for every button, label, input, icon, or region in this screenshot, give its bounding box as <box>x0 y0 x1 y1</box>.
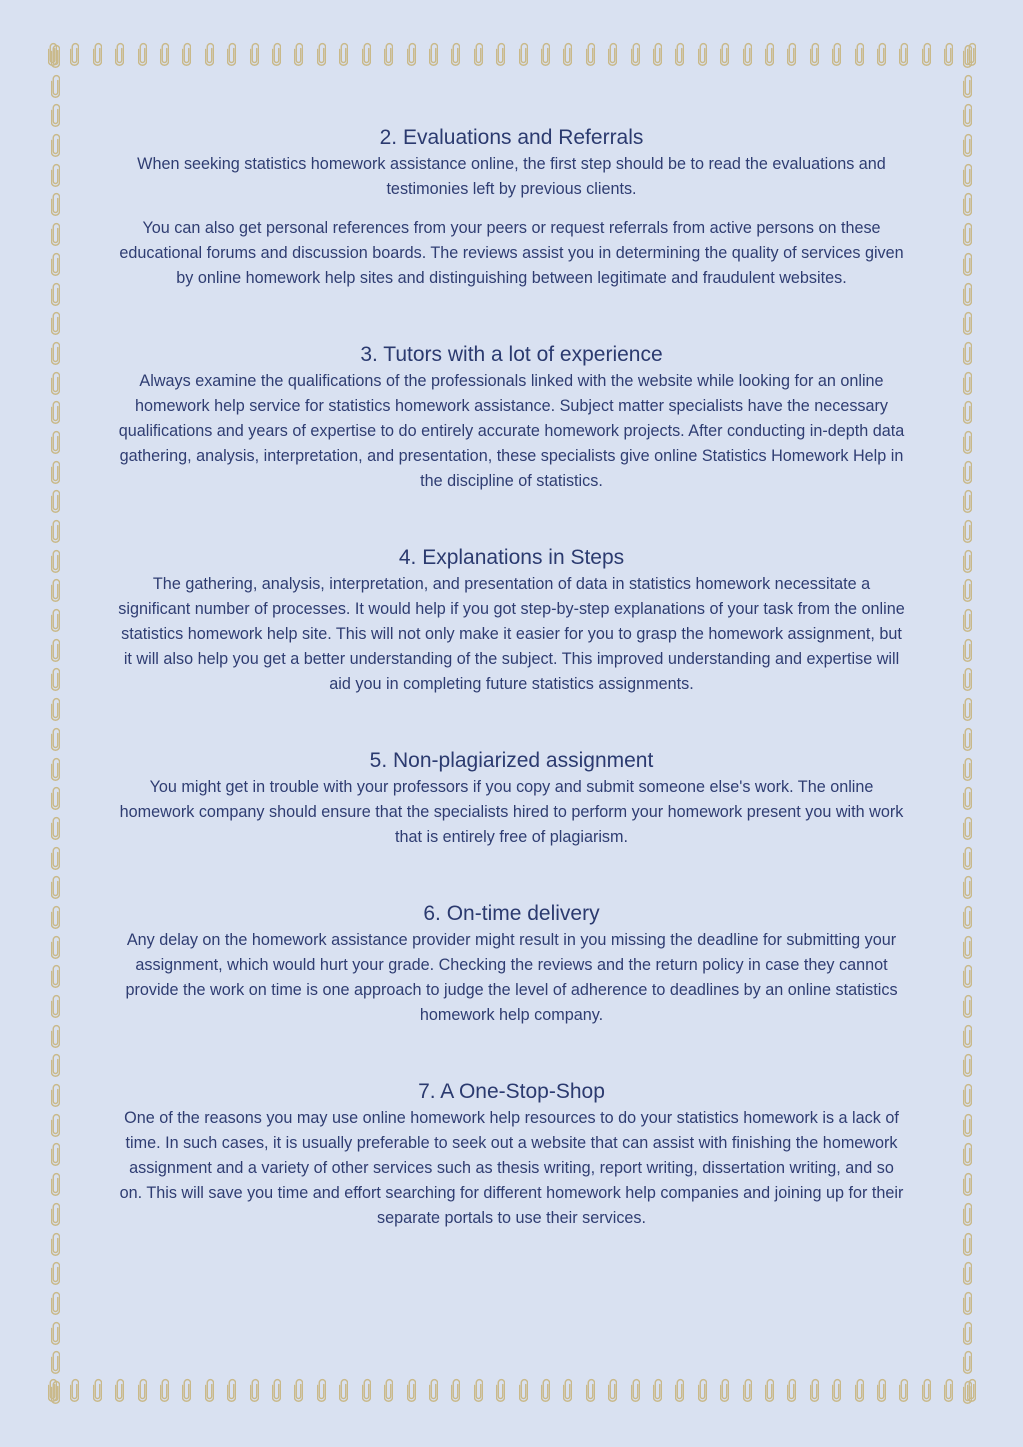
paperclip-icon <box>115 42 124 66</box>
paperclip-icon <box>563 1378 572 1402</box>
paperclip-icon <box>51 549 60 573</box>
paperclip-icon <box>51 192 60 216</box>
paperclip-icon <box>51 252 60 276</box>
paperclip-icon <box>877 1378 886 1402</box>
paperclip-icon <box>963 282 972 306</box>
section-title: 7. A One-Stop-Shop <box>418 1080 605 1103</box>
paperclip-icon <box>227 1378 236 1402</box>
paperclip-icon <box>963 460 972 484</box>
paperclip-icon <box>698 42 707 66</box>
paperclip-icon <box>339 1378 348 1402</box>
paperclip-icon <box>944 1378 953 1402</box>
paperclip-icon <box>963 905 972 929</box>
paperclip-icon <box>51 1350 60 1374</box>
paperclip-icon <box>922 42 931 66</box>
section-title: 2. Evaluations and Referrals <box>379 126 644 149</box>
paperclip-icon <box>362 1378 371 1402</box>
paperclip-icon <box>963 697 972 721</box>
paperclip-icon <box>720 1378 729 1402</box>
paperclip-icon <box>51 935 60 959</box>
paperclip-icon <box>93 42 102 66</box>
paperclip-icon <box>51 103 60 127</box>
section-title: 4. Explanations in Steps <box>398 546 625 569</box>
paperclip-icon <box>51 1024 60 1048</box>
paperclip-icon <box>963 400 972 424</box>
paperclip-icon <box>51 875 60 899</box>
paperclip-icon <box>384 42 393 66</box>
paperclip-icon <box>631 42 640 66</box>
paperclip-icon <box>963 371 972 395</box>
paperclip-icon <box>429 42 438 66</box>
section-paragraph: You might get in trouble with your professors if you copy and submit someone else's work. The online homework company should ensure that the specialists hired to perform your homework present you with work that is entirely free of plagiarism. <box>119 778 904 846</box>
paperclip-icon <box>51 1291 60 1315</box>
paperclip-icon <box>51 519 60 543</box>
paperclip-icon <box>944 42 953 66</box>
paperclip-icon <box>51 1261 60 1285</box>
paperclip-icon <box>963 1053 972 1077</box>
paperclip-icon <box>963 1142 972 1166</box>
paperclip-icon <box>541 42 550 66</box>
paperclip-icon <box>51 1142 60 1166</box>
paperclip-icon <box>963 727 972 751</box>
paperclip-icon <box>963 74 972 98</box>
paperclip-icon <box>963 1202 972 1226</box>
paperclip-icon <box>519 42 528 66</box>
paperclip-icon <box>810 42 819 66</box>
paperclip-icon <box>963 103 972 127</box>
paperclip-icon <box>963 1172 972 1196</box>
paperclip-icon <box>51 282 60 306</box>
paperclip-icon <box>317 1378 326 1402</box>
paperclip-icon <box>51 697 60 721</box>
paperclip-icon <box>51 578 60 602</box>
paperclip-icon <box>963 1083 972 1107</box>
paperclip-icon <box>963 341 972 365</box>
paperclip-icon <box>93 1378 102 1402</box>
paperclip-icon <box>631 1378 640 1402</box>
paperclip-icon <box>205 1378 214 1402</box>
section-title: 6. On-time delivery <box>423 902 600 925</box>
paperclip-icon <box>720 42 729 66</box>
paperclip-icon <box>608 1378 617 1402</box>
paperclip-icon <box>474 1378 483 1402</box>
paperclip-icon <box>541 1378 550 1402</box>
paperclip-icon <box>743 1378 752 1402</box>
paperclip-icon <box>653 42 662 66</box>
paperclip-icon <box>832 42 841 66</box>
paperclip-icon <box>51 816 60 840</box>
paperclip-icon <box>963 608 972 632</box>
paperclip-icon <box>182 42 191 66</box>
paperclip-icon <box>787 1378 796 1402</box>
section-paragraph: The gathering, analysis, interpretation, and presentation of data in statistics homework necessitate a significant number of processes. It would help if you got step-by-step explanations of your task from the online statistics homework help site. This will not only make it easier for you to grasp the homework assignment, but it will also help you get a better understanding of the subject. This improved understanding and expertise will aid you in completing future statistics assignments. <box>118 575 905 693</box>
border-left <box>47 44 63 1404</box>
paperclip-icon <box>963 994 972 1018</box>
paperclip-icon <box>51 222 60 246</box>
paperclip-icon <box>963 44 972 68</box>
paperclip-icon <box>51 786 60 810</box>
paperclip-icon <box>160 42 169 66</box>
paperclip-icon <box>787 42 796 66</box>
paperclip-icon <box>810 1378 819 1402</box>
paperclip-icon <box>963 638 972 662</box>
paperclip-icon <box>51 1232 60 1256</box>
paperclip-icon <box>51 133 60 157</box>
paperclip-icon <box>922 1378 931 1402</box>
paperclip-icon <box>963 1321 972 1345</box>
section-paragraph: When seeking statistics homework assistance online, the first step should be to read the evaluations and testimonies left by previous clients. <box>137 155 886 198</box>
paperclip-icon <box>963 667 972 691</box>
paperclip-icon <box>474 42 483 66</box>
paperclip-icon <box>963 1232 972 1256</box>
section-paragraph: Always examine the qualifications of the professionals linked with the website while looking for an online homework help service for statistics homework assistance. Subject matter specialists have the necessary qualifications and years of expertise to do entirely accurate homework projects. After conducting in-depth data gathering, analysis, interpretation, and presentation, these specialists give online Statistics Homework Help in the discipline of statistics. <box>118 372 905 490</box>
border-right <box>959 44 975 1404</box>
paperclip-icon <box>963 786 972 810</box>
paperclip-icon <box>51 1083 60 1107</box>
paperclip-icon <box>963 133 972 157</box>
section-paragraph: One of the reasons you may use online homework help resources to do your statistics homework is a lack of time. In such cases, it is usually preferable to seek out a website that can assist with finishing the homework assignment and a variety of other services such as thesis writing, report writing, dissertation writing, and so on. This will save you time and effort searching for different homework help companies and joining up for their separate portals to use their services. <box>119 1109 904 1227</box>
paperclip-icon <box>963 252 972 276</box>
paperclip-icon <box>51 311 60 335</box>
paperclip-icon <box>51 489 60 513</box>
paperclip-icon <box>250 42 259 66</box>
paperclip-icon <box>272 42 281 66</box>
section-on-time-delivery <box>118 900 905 1028</box>
section-evaluations-referrals <box>118 124 905 291</box>
paperclip-icon <box>51 846 60 870</box>
paperclip-icon <box>496 42 505 66</box>
paperclip-icon <box>963 578 972 602</box>
paperclip-icon <box>963 846 972 870</box>
paperclip-icon <box>899 42 908 66</box>
paperclip-icon <box>586 1378 595 1402</box>
document-body <box>118 124 905 1281</box>
paperclip-icon <box>115 1378 124 1402</box>
paperclip-icon <box>563 42 572 66</box>
paperclip-icon <box>51 44 60 68</box>
paperclip-icon <box>855 1378 864 1402</box>
paperclip-icon <box>407 1378 416 1402</box>
paperclip-icon <box>451 1378 460 1402</box>
paperclip-icon <box>294 1378 303 1402</box>
paperclip-icon <box>51 638 60 662</box>
paperclip-icon <box>51 163 60 187</box>
paperclip-icon <box>51 727 60 751</box>
paperclip-icon <box>963 1350 972 1374</box>
paperclip-icon <box>675 1378 684 1402</box>
paperclip-icon <box>963 964 972 988</box>
paperclip-icon <box>294 42 303 66</box>
paperclip-icon <box>250 1378 259 1402</box>
border-top <box>48 40 976 68</box>
paperclip-icon <box>963 163 972 187</box>
paperclip-icon <box>205 42 214 66</box>
paperclip-icon <box>519 1378 528 1402</box>
paperclip-icon <box>963 311 972 335</box>
paperclip-icon <box>877 42 886 66</box>
paperclip-icon <box>51 757 60 781</box>
paperclip-icon <box>429 1378 438 1402</box>
paperclip-icon <box>963 222 972 246</box>
paperclip-icon <box>51 905 60 929</box>
paperclip-icon <box>51 1321 60 1345</box>
paperclip-icon <box>51 74 60 98</box>
paperclip-icon <box>51 371 60 395</box>
section-experienced-tutors <box>118 341 905 494</box>
paperclip-icon <box>899 1378 908 1402</box>
border-bottom <box>48 1376 976 1404</box>
section-title: 5. Non-plagiarized assignment <box>369 749 654 772</box>
paperclip-icon <box>963 757 972 781</box>
paperclip-icon <box>963 1261 972 1285</box>
paperclip-icon <box>765 42 774 66</box>
paperclip-icon <box>51 341 60 365</box>
paperclip-icon <box>51 667 60 691</box>
paperclip-icon <box>51 1113 60 1137</box>
paperclip-icon <box>51 994 60 1018</box>
paperclip-icon <box>963 1291 972 1315</box>
paperclip-icon <box>963 816 972 840</box>
paperclip-icon <box>963 519 972 543</box>
paperclip-icon <box>743 42 752 66</box>
paperclip-icon <box>963 875 972 899</box>
paperclip-icon <box>138 42 147 66</box>
paperclip-icon <box>51 964 60 988</box>
paperclip-icon <box>765 1378 774 1402</box>
paperclip-icon <box>608 42 617 66</box>
section-title: 3. Tutors with a lot of experience <box>360 343 663 366</box>
paperclip-icon <box>384 1378 393 1402</box>
paperclip-icon <box>182 1378 191 1402</box>
paperclip-icon <box>51 460 60 484</box>
paperclip-icon <box>51 1053 60 1077</box>
paperclip-icon <box>586 42 595 66</box>
paperclip-icon <box>451 42 460 66</box>
paperclip-icon <box>963 1380 972 1404</box>
paperclip-icon <box>51 1172 60 1196</box>
paperclip-icon <box>963 489 972 513</box>
paperclip-icon <box>51 1380 60 1404</box>
paperclip-icon <box>653 1378 662 1402</box>
paperclip-icon <box>698 1378 707 1402</box>
paperclip-icon <box>70 42 79 66</box>
section-non-plagiarized <box>118 747 905 850</box>
paperclip-icon <box>407 42 416 66</box>
paperclip-icon <box>963 549 972 573</box>
paperclip-icon <box>51 1202 60 1226</box>
paperclip-icon <box>70 1378 79 1402</box>
paperclip-icon <box>855 42 864 66</box>
paperclip-icon <box>227 42 236 66</box>
paperclip-icon <box>51 400 60 424</box>
paperclip-icon <box>160 1378 169 1402</box>
paperclip-icon <box>51 430 60 454</box>
section-one-stop-shop <box>118 1078 905 1231</box>
paperclip-icon <box>832 1378 841 1402</box>
paperclip-icon <box>317 42 326 66</box>
paperclip-icon <box>362 42 371 66</box>
paperclip-icon <box>51 608 60 632</box>
paperclip-icon <box>272 1378 281 1402</box>
section-step-explanations <box>118 544 905 697</box>
paperclip-icon <box>963 192 972 216</box>
section-paragraph: You can also get personal references from your peers or request referrals from active persons on these educational forums and discussion boards. The reviews assist you in determining the quality of services given by online homework help sites and distinguishing between legitimate and fraudulent websites. <box>119 219 904 287</box>
paperclip-icon <box>496 1378 505 1402</box>
paperclip-icon <box>963 430 972 454</box>
paperclip-icon <box>963 935 972 959</box>
section-paragraph: Any delay on the homework assistance provider might result in you missing the deadline for submitting your assignment, which would hurt your grade. Checking the reviews and the return policy in case they cannot provide the work on time is one approach to judge the level of adherence to deadlines by an online statistics homework help company. <box>125 931 898 1024</box>
paperclip-icon <box>339 42 348 66</box>
paperclip-icon <box>963 1024 972 1048</box>
paperclip-icon <box>675 42 684 66</box>
paperclip-icon <box>138 1378 147 1402</box>
paperclip-icon <box>963 1113 972 1137</box>
